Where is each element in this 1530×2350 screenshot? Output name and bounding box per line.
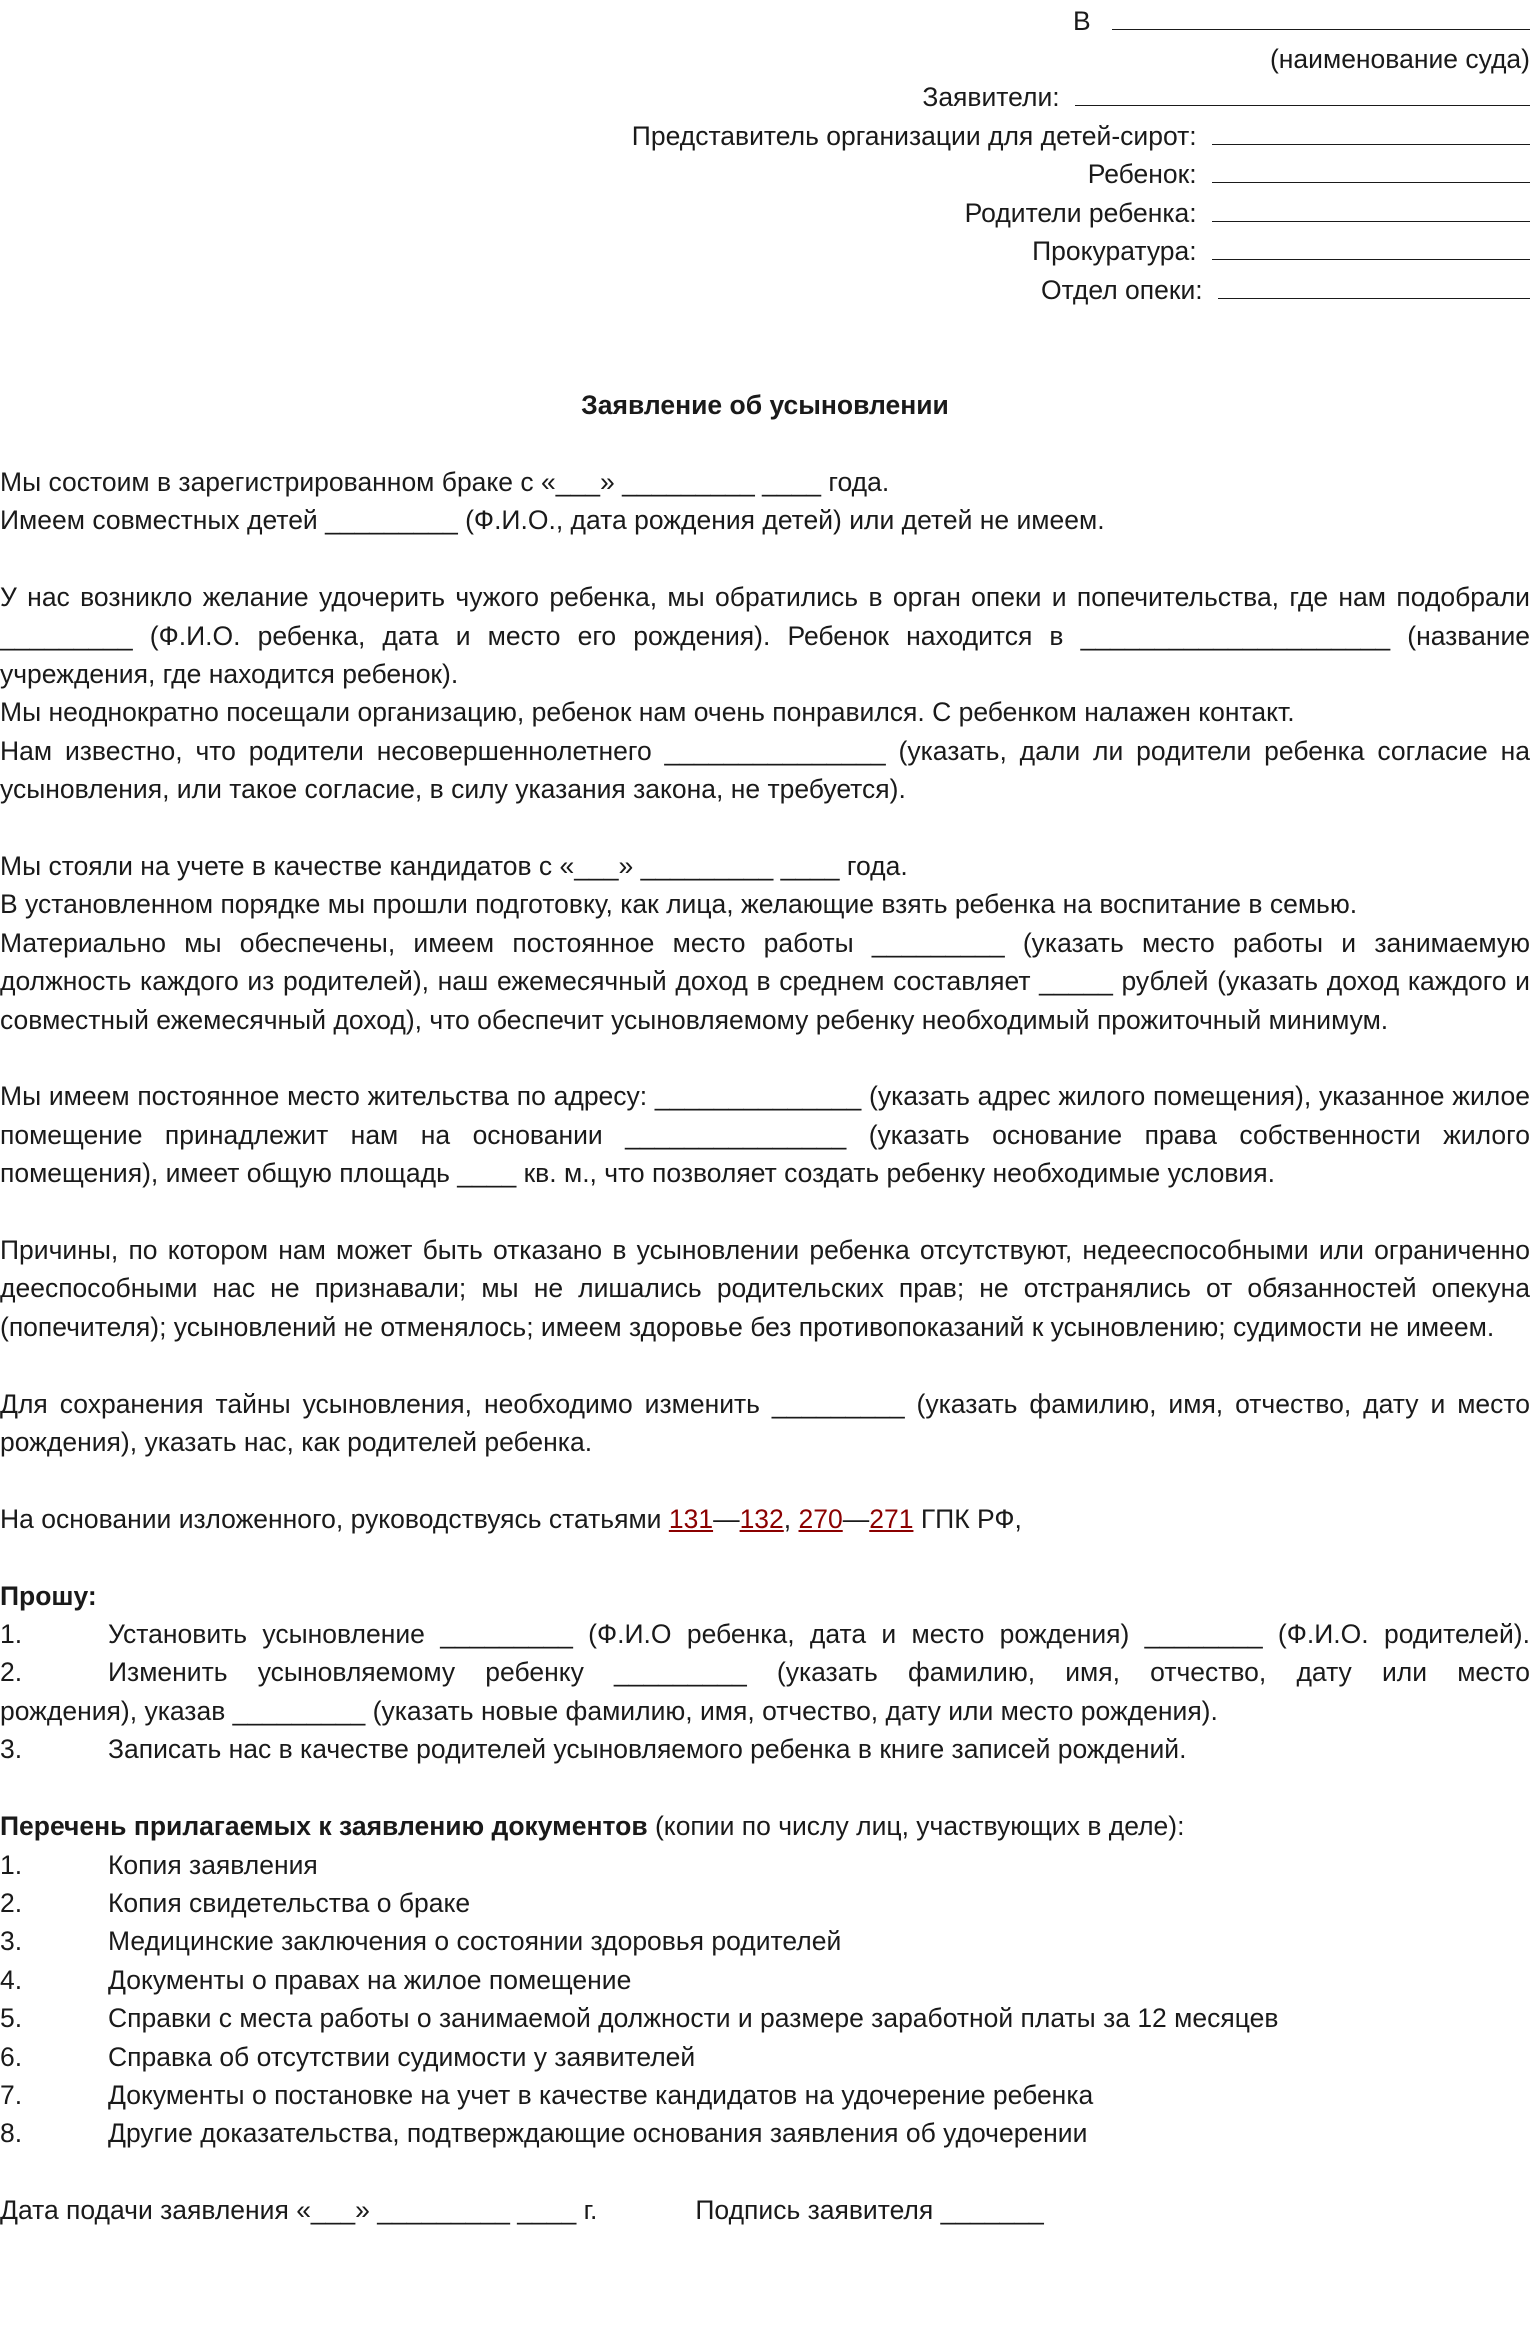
article-link-131[interactable]: 131 xyxy=(668,1503,714,1534)
submission-date: Дата подачи заявления «___» _________ ____ г. xyxy=(0,2195,598,2226)
paragraph-registration: Мы стояли на учете в качестве кандидатов с «___» _________ ____ года. xyxy=(0,851,908,882)
attachment-item: 5. Справки с места работы о занимаемой должности и размере заработной платы за 12 месяцев xyxy=(0,2003,1279,2034)
paragraph-children: Имеем совместных детей _________ (Ф.И.О., дата рождения детей) или детей не имеем. xyxy=(0,505,1105,536)
request-item: 1. Установить усыновление _________ (Ф.И.О ребенка, дата и место рождения) ________ (Ф.И.О. родителей). xyxy=(0,1619,1530,1650)
court-prefix: В xyxy=(1072,6,1091,36)
court-blank xyxy=(1112,7,1530,30)
request-item: 2. Изменить усыновляемому ребенку _________ (указать фамилию, имя, отчество, дату или место xyxy=(0,1657,1530,1688)
footer-line xyxy=(0,2191,1530,2229)
prosecutor-label: Прокуратура: xyxy=(1032,236,1197,266)
attachment-item: 8. Другие доказательства, подтверждающие основания заявления об удочерении xyxy=(0,2118,1088,2149)
orphan-rep-line xyxy=(130,117,1530,155)
attachment-item: 4. Документы о правах на жилое помещение xyxy=(0,1964,632,1995)
child-blank xyxy=(1212,160,1530,183)
paragraph-residence: Мы имеем постоянное место жительства по адресу: ______________ (указать адрес жилого помещения), указанное жилое помещение принадлежит нам на основании _______________ (указать основание права собственности жилого помещения), имеет общую площадь ____ кв. м., что позволяет создать ребенку необходимые условия. xyxy=(0,1081,1530,1189)
article-link-270[interactable]: 270 xyxy=(798,1503,843,1534)
attachments-heading: Перечень прилагаемых к заявлению документов (копии по числу лиц, участвующих в деле): xyxy=(0,1811,1185,1842)
paragraph-consent: Нам известно, что родители несовершеннолетнего _______________ (указать, дали ли родители ребенка согласие на усыновления, или такое согласие, в силу указания закона, не требуется). xyxy=(0,735,1530,805)
applicant-signature: Подпись заявителя _______ xyxy=(695,2195,1044,2226)
applicants-line xyxy=(130,78,1530,116)
attachment-item: 6. Справка об отсутствии судимости у заявителей xyxy=(0,2041,696,2072)
applicants-label: Заявители: xyxy=(922,82,1060,112)
paragraph-income: Материально мы обеспечены, имеем постоянное место работы _________ (указать место работы и занимаемую должность каждого из родителей), наш ежемесячный доход в среднем составляет _____ рублей (указать доход каждого и совместный ежемесячный доход), что обеспечит усыновляемому ребенку необходимый прожиточный минимум. xyxy=(0,927,1530,1035)
guardianship-blank xyxy=(1218,276,1530,299)
paragraph-training: В установленном порядке мы прошли подготовку, как лица, желающие взять ребенка на воспитание в семью. xyxy=(0,889,1358,920)
request-item-continuation: рождения), указав _________ (указать новые фамилию, имя, отчество, дату или место рождения). xyxy=(0,1695,1218,1726)
attachment-item: 2. Копия свидетельства о браке xyxy=(0,1887,471,1918)
paragraph-secrecy: Для сохранения тайны усыновления, необходимо изменить _________ (указать фамилию, имя, отчество, дату и место рождения), указать нас, как родителей ребенка. xyxy=(0,1388,1530,1458)
attachment-item: 3. Медицинские заключения о состоянии здоровья родителей xyxy=(0,1926,842,1957)
paragraph-visits: Мы неоднократно посещали организацию, ребенок нам очень понравился. С ребенком налажен контакт. xyxy=(0,697,1295,728)
article-link-271[interactable]: 271 xyxy=(869,1503,914,1534)
child-line xyxy=(130,155,1530,193)
court-line xyxy=(130,2,1530,40)
prosecutor-line xyxy=(130,232,1530,270)
attachment-item: 1. Копия заявления xyxy=(0,1849,318,1880)
applicants-blank xyxy=(1075,83,1530,106)
paragraph-legal-basis: На основании изложенного, руководствуясь статьями 131—132, 270—271 ГПК РФ, xyxy=(0,1503,1022,1534)
request-item: 3. Записать нас в качестве родителей усыновляемого ребенка в книге записей рождений. xyxy=(0,1734,1187,1765)
paragraph-no-obstacles: Причины, по котором нам может быть отказано в усыновлении ребенка отсутствуют, недееспособными или ограниченно дееспособными нас не признавали; мы не лишались родительских прав; не отстранялись от обязанностей опекуна (попечителя); усыновлений не отменялось; имеем здоровье без противопоказаний к усыновлению; судимости не имеем. xyxy=(0,1235,1530,1342)
parents-line xyxy=(130,194,1530,232)
guardianship-line xyxy=(130,271,1530,309)
child-label: Ребенок: xyxy=(1087,159,1197,189)
paragraph-marriage: Мы состоим в зарегистрированном браке с «___» _________ ____ года. xyxy=(0,467,890,497)
court-caption: (наименование суда) xyxy=(1269,44,1530,74)
paragraph-desire: У нас возникло желание удочерить чужого ребенка, мы обратились в орган опеки и попечительства, где нам подобрали _________ (Ф.И.О. ребенка, дата и место его рождения). Ребенок находится в _____________________ (название учреждения, где находится ребенок). xyxy=(0,582,1530,690)
guardianship-label: Отдел опеки: xyxy=(1041,275,1203,305)
document-title: Заявление об усыновлении xyxy=(581,390,949,420)
prosecutor-blank xyxy=(1212,237,1530,260)
parents-blank xyxy=(1212,199,1530,222)
orphan-rep-label: Представитель организации для детей-сирот: xyxy=(631,121,1197,151)
parents-label: Родители ребенка: xyxy=(964,198,1197,228)
article-link-132[interactable]: 132 xyxy=(739,1503,784,1534)
orphan-rep-blank xyxy=(1212,122,1530,145)
attachment-item: 7. Документы о постановке на учет в качестве кандидатов на удочерение ребенка xyxy=(0,2079,1094,2110)
request-heading: Прошу: xyxy=(0,1580,97,1611)
document-body xyxy=(0,463,1530,2230)
